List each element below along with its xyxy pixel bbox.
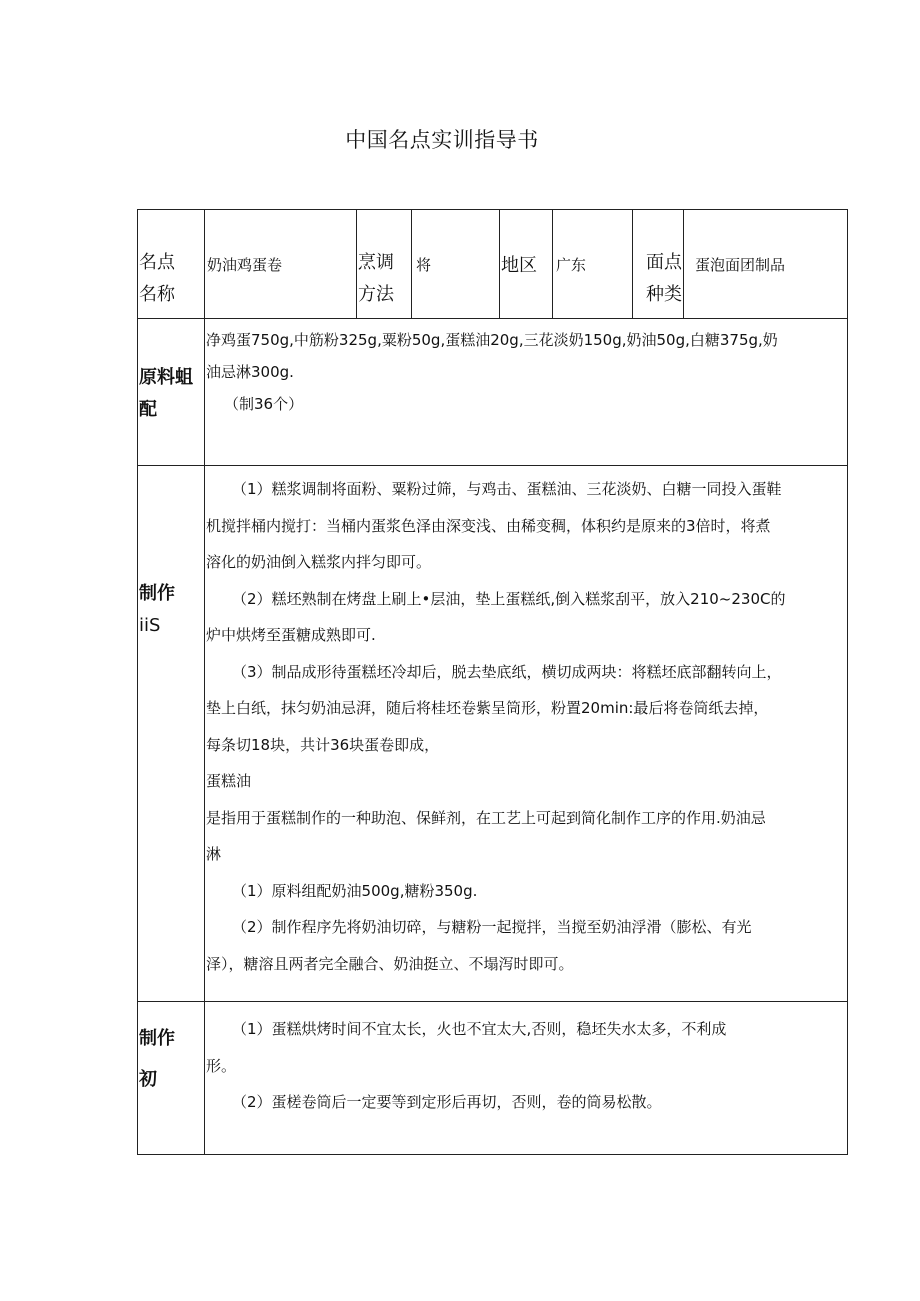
column-divider xyxy=(683,210,684,318)
column-divider xyxy=(356,210,357,318)
notes-label: 制作 初 xyxy=(139,1028,175,1090)
procedure-line: （2）制作程序先将奶油切碎，与糖粉一起搅拌，当搅至奶油浮滑（膨松、有光 xyxy=(232,918,752,936)
row-divider xyxy=(138,318,847,319)
category-value: 蛋泡面团制品 xyxy=(695,256,786,274)
recipe-table xyxy=(137,209,848,1155)
procedure-line: 垫上白纸，抹匀奶油忌湃，随后将桂坯卷紫呈筒形，粉置20min:最后将卷筒纸去掉， xyxy=(206,699,769,717)
column-divider xyxy=(411,210,412,318)
region-value: 广东 xyxy=(556,256,587,274)
notes-line: （1）蛋糕烘烤时间不宜太长，火也不宜太大,否则，稳坯失水太多，不利成 xyxy=(232,1020,727,1038)
procedure-line: （1）原料组配奶油500g,糖粉350g. xyxy=(232,881,478,900)
row-divider xyxy=(138,1001,847,1002)
row-divider xyxy=(138,465,847,466)
region-label: 地区 xyxy=(501,255,537,276)
procedure-line: 每条切18块，共计36块蛋卷即成， xyxy=(206,735,440,754)
cooking-method-label: 烹调 方法 xyxy=(358,252,394,305)
procedure-line: 淋 xyxy=(206,845,222,863)
procedure-line: 是指用于蛋糕制作的一种助泡、保鲜剂，在工艺上可起到简化制作工序的作用.奶油忌 xyxy=(206,808,766,827)
dish-name-value: 奶油鸡蛋卷 xyxy=(207,256,283,274)
procedure-line: 蛋糕油 xyxy=(206,772,252,790)
notes-line: 形。 xyxy=(206,1056,237,1075)
document-title: 中国名点实训指导书 xyxy=(345,128,539,152)
ingredients-line: 净鸡蛋750g,中筋粉325g,粟粉50g,蛋糕油20g,三花淡奶150g,奶油50g,白糖375g,奶 xyxy=(206,331,778,349)
notes-line: （2）蛋槎卷筒后一定要等到定形后再切，否则，卷的筒易松散。 xyxy=(232,1093,662,1111)
dish-name-label: 名点 名称 xyxy=(139,252,175,305)
column-divider xyxy=(552,210,553,318)
procedure-line: （3）制品成形待蛋糕坯冷却后，脱去垫底纸，横切成两块：将糕坯底部翻转向上， xyxy=(232,662,782,681)
procedure-line: 溶化的奶油倒入糕浆内拌匀即可。 xyxy=(206,553,432,571)
ingredients-line: 油忌淋300g. xyxy=(206,363,294,381)
procedure-line: 炉中烘烤至蛋糖成熟即可. xyxy=(206,626,376,644)
column-divider xyxy=(632,210,633,318)
ingredients-yield: （制36个） xyxy=(224,395,304,413)
label-column-divider xyxy=(204,210,205,1155)
procedure-line: （1）糕浆调制将面粉、粟粉过筛，与鸡击、蛋糕油、三花淡奶、白糖一同投入蛋鞋 xyxy=(232,480,782,498)
procedure-line: 泽），糖溶且两者完全融合、奶油挺立、不塌泻时即可。 xyxy=(206,954,574,973)
procedure-content xyxy=(206,471,785,982)
ingredients-label: 原料蛆 配 xyxy=(139,367,193,420)
cooking-method-value: 将 xyxy=(416,256,432,274)
category-label: 面点 种类 xyxy=(646,252,682,305)
procedure-label: 制作 iiS xyxy=(139,583,175,636)
ingredients-content xyxy=(206,324,778,420)
notes-content xyxy=(206,1011,726,1121)
column-divider xyxy=(499,210,500,318)
procedure-line: 机搅拌桶内搅打：当桶内蛋浆色泽由深变浅、由稀变稠，体积约是原来的3倍时，将煮 xyxy=(206,516,771,535)
procedure-line: （2）糕坯熟制在烤盘上刷上•层油，垫上蛋糕纸,倒入糕浆刮平，放入210~230C的 xyxy=(232,589,786,608)
